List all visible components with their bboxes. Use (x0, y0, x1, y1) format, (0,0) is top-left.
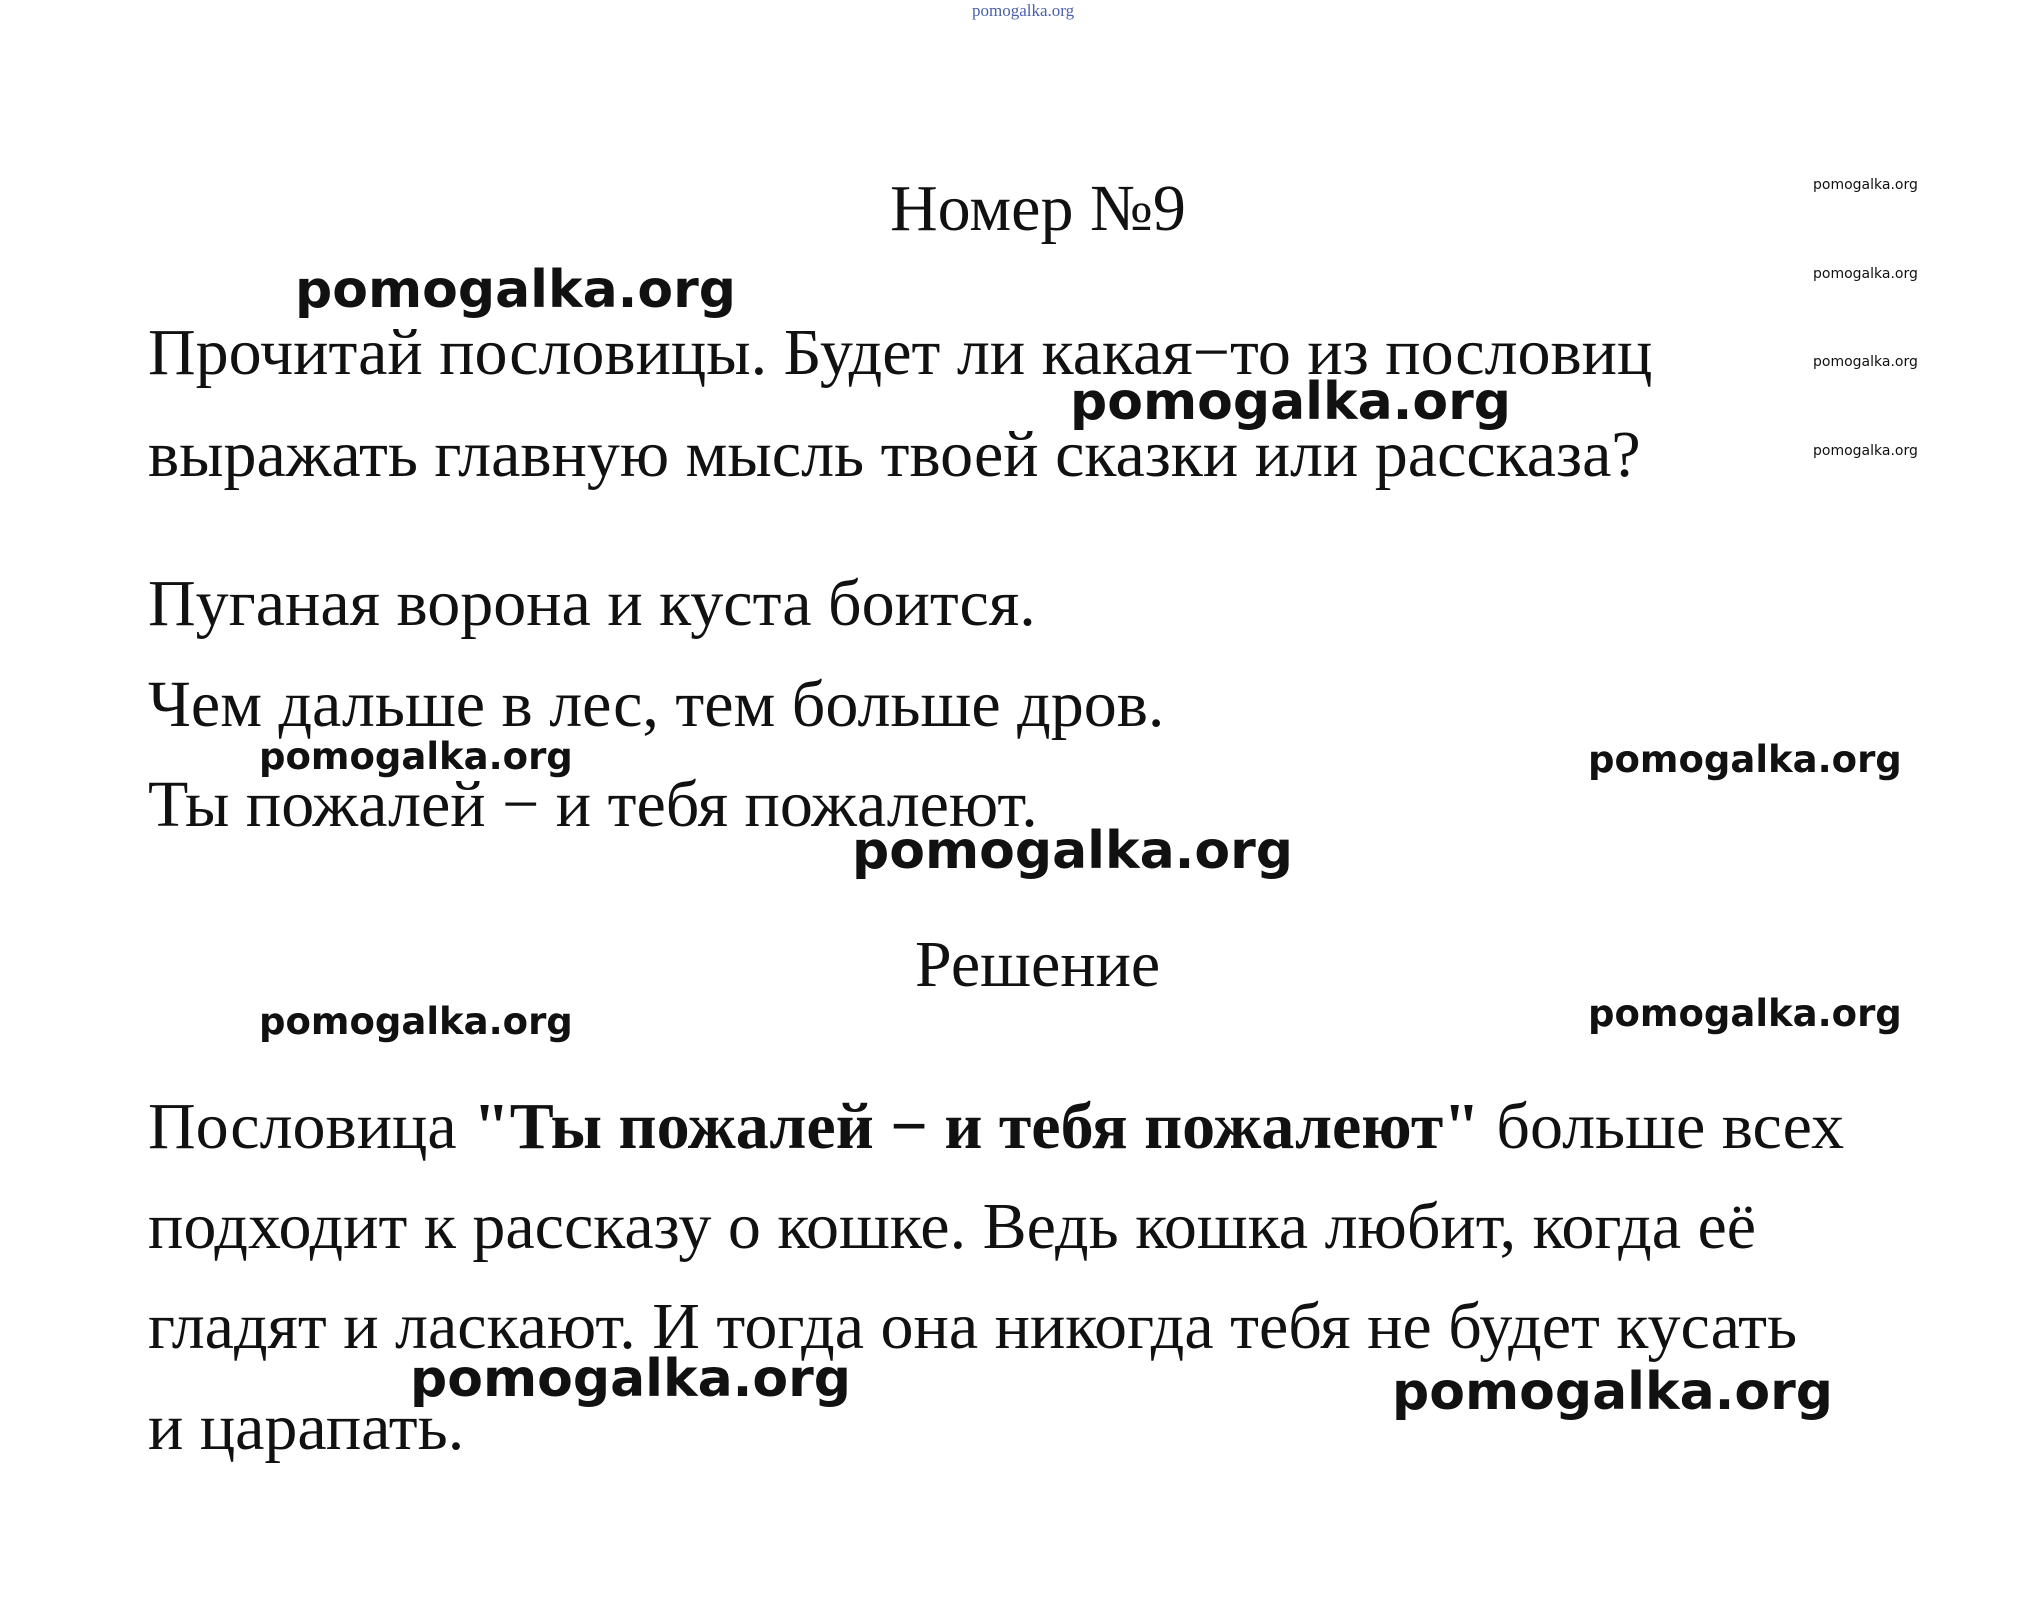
question-line-1: Прочитай пословицы. Будет ли какая−то из пословиц (148, 316, 1653, 389)
solution-heading: Решение (915, 928, 1161, 1001)
watermark-6: pomogalka.org (259, 1000, 573, 1043)
proverb-1: Пуганая ворона и куста боится. (148, 567, 1036, 640)
answer-line-4: и царапать. (148, 1391, 465, 1464)
watermark-4: pomogalka.org (1588, 738, 1902, 781)
watermark-2: pomogalka.org (1070, 372, 1512, 432)
page-title: Номер №9 (890, 172, 1186, 245)
side-watermark-3: pomogalka.org (1813, 354, 1918, 370)
side-watermark-2: pomogalka.org (1813, 266, 1918, 282)
proverb-3: Ты пожалей − и тебя пожалеют. (148, 768, 1038, 841)
side-watermark-1: pomogalka.org (1813, 177, 1918, 193)
answer-suffix: больше всех (1479, 1090, 1845, 1163)
answer-prefix: Пословица (148, 1090, 474, 1163)
answer-line-3: гладят и ласкают. И тогда она никогда тебя не будет кусать (148, 1290, 1798, 1363)
watermark-3: pomogalka.org (259, 735, 573, 778)
proverb-2: Чем дальше в лес, тем больше дров. (148, 668, 1165, 741)
header-watermark: pomogalka.org (972, 1, 1075, 20)
side-watermark-4: pomogalka.org (1813, 443, 1918, 459)
watermark-7: pomogalka.org (1588, 992, 1902, 1035)
watermark-8: pomogalka.org (410, 1349, 852, 1409)
watermark-1: pomogalka.org (295, 260, 737, 320)
watermark-5: pomogalka.org (852, 821, 1294, 881)
answer-quoted-proverb: "Ты пожалей − и тебя пожалеют" (473, 1090, 1480, 1163)
answer-line-2: подходит к рассказу о кошке. Ведь кошка любит, когда её (148, 1190, 1757, 1263)
question-line-2: выражать главную мысль твоей сказки или рассказа? (148, 418, 1641, 491)
watermark-9: pomogalka.org (1392, 1362, 1834, 1422)
answer-line-1 (148, 1090, 1845, 1163)
